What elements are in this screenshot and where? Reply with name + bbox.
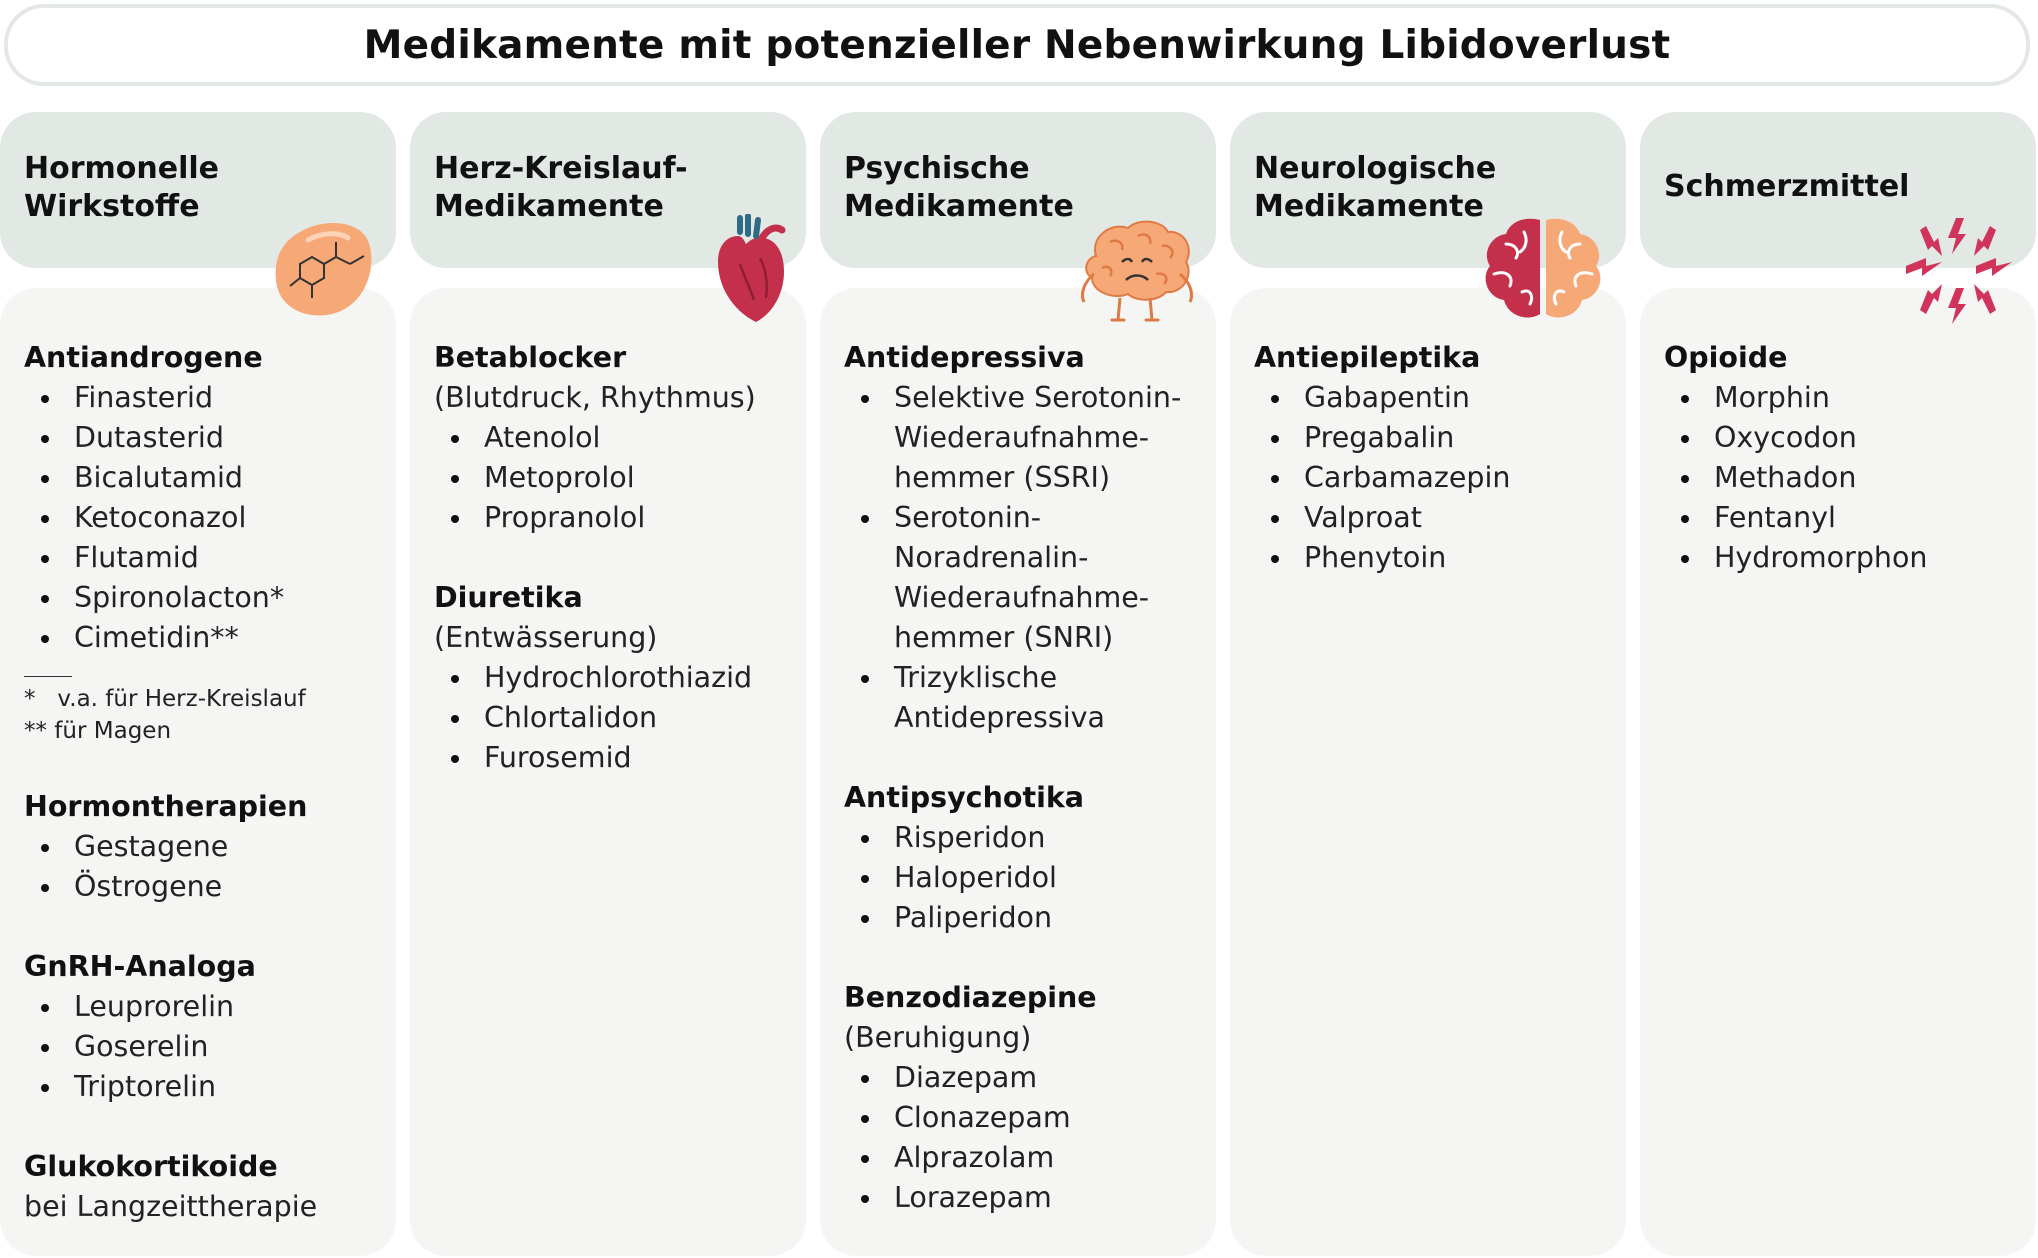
list-item: Serotonin- Noradrenalin- Wiederaufnahme- hemmer (SNRI) [844,498,1216,658]
list-item: Cimetidin** [24,618,396,658]
list-item: Metoprolol [434,458,806,498]
drug-list [434,658,806,778]
drug-list [1254,378,1626,578]
list-item: Oxycodon [1664,418,2036,458]
list-item: Goserelin [24,1027,396,1067]
column-heading: Hormonelle Wirkstoffe [24,151,219,224]
brain-hemispheres-icon [1480,214,1606,324]
list-item: Risperidon [844,818,1216,858]
section-subtitle: (Blutdruck, Rhythmus) [434,381,756,414]
drug-list [24,987,396,1107]
list-item: Spironolacton* [24,578,396,618]
section-title: Antipsychotika [844,781,1085,814]
heart-icon [710,214,790,326]
list-item: Morphin [1664,378,2036,418]
column-body [1230,288,1626,1256]
list-item: Östrogene [24,867,396,907]
list-item: Hydrochlorothiazid [434,658,806,698]
list-item: Atenolol [434,418,806,458]
list-item: Valproat [1254,498,1626,538]
list-item: Haloperidol [844,858,1216,898]
list-item: Lorazepam [844,1178,1216,1218]
list-item: Alprazolam [844,1138,1216,1178]
list-item: Flutamid [24,538,396,578]
page-title: Medikamente mit potenzieller Nebenwirkung Libidoverlust [363,22,1671,68]
section-title: Betablocker [434,341,627,374]
list-item: Furosemid [434,738,806,778]
list-item: Methadon [1664,458,2036,498]
footnote: * v.a. für Herz-Kreislauf [24,686,306,712]
list-item: Triptorelin [24,1067,396,1107]
column-body [820,288,1216,1256]
list-item: Finasterid [24,378,396,418]
list-item: Chlortalidon [434,698,806,738]
list-item: Paliperidon [844,898,1216,938]
list-item: Carbamazepin [1254,458,1626,498]
section-title: Diuretika [434,581,583,614]
drug-list [1664,378,2036,578]
drug-list [844,378,1216,738]
section-title: Glukokortikoide [24,1150,278,1183]
list-item: Fentanyl [1664,498,2036,538]
list-item: Clonazepam [844,1098,1216,1138]
column-heading: Neurologische Medikamente [1254,151,1497,224]
list-item: Gestagene [24,827,396,867]
drug-list [24,378,396,658]
column-body [0,288,396,1256]
column-heading: Schmerzmittel [1664,169,1910,204]
sad-brain-icon [1076,216,1196,328]
section-title: Opioide [1664,341,1788,374]
section-subtitle: (Beruhigung) [844,1021,1032,1054]
section-title: Antiandrogene [24,341,263,374]
pain-burst-icon [1904,216,2014,326]
column-body [410,288,806,1256]
list-item: Selektive Serotonin- Wiederaufnahme- hemmer (SSRI) [844,378,1216,498]
drug-list [844,818,1216,938]
list-item: Bicalutamid [24,458,396,498]
list-item: Leuprorelin [24,987,396,1027]
title-box [4,4,2030,86]
hormone-molecule-icon [270,212,380,322]
section-subtitle: bei Langzeittherapie [24,1190,318,1223]
section-title: Hormontherapien [24,790,308,823]
drug-list [434,418,806,538]
section-subtitle: (Entwässerung) [434,621,658,654]
section-title: Antiepileptika [1254,341,1481,374]
section-title: Benzodiazepine [844,981,1097,1014]
list-item: Hydromorphon [1664,538,2036,578]
drug-list [24,827,396,907]
footnote-divider [24,676,72,677]
list-item: Dutasterid [24,418,396,458]
list-item: Trizyklische Antidepressiva [844,658,1216,738]
column-body [1640,288,2036,1256]
list-item: Ketoconazol [24,498,396,538]
section-title: GnRH-Analoga [24,950,256,983]
footnote: ** für Magen [24,718,172,744]
column-heading: Herz-Kreislauf- Medikamente [434,151,688,224]
list-item: Phenytoin [1254,538,1626,578]
column-heading: Psychische Medikamente [844,151,1074,224]
list-item: Diazepam [844,1058,1216,1098]
list-item: Pregabalin [1254,418,1626,458]
list-item: Gabapentin [1254,378,1626,418]
section-title: Antidepressiva [844,341,1085,374]
list-item: Propranolol [434,498,806,538]
drug-list [844,1058,1216,1218]
